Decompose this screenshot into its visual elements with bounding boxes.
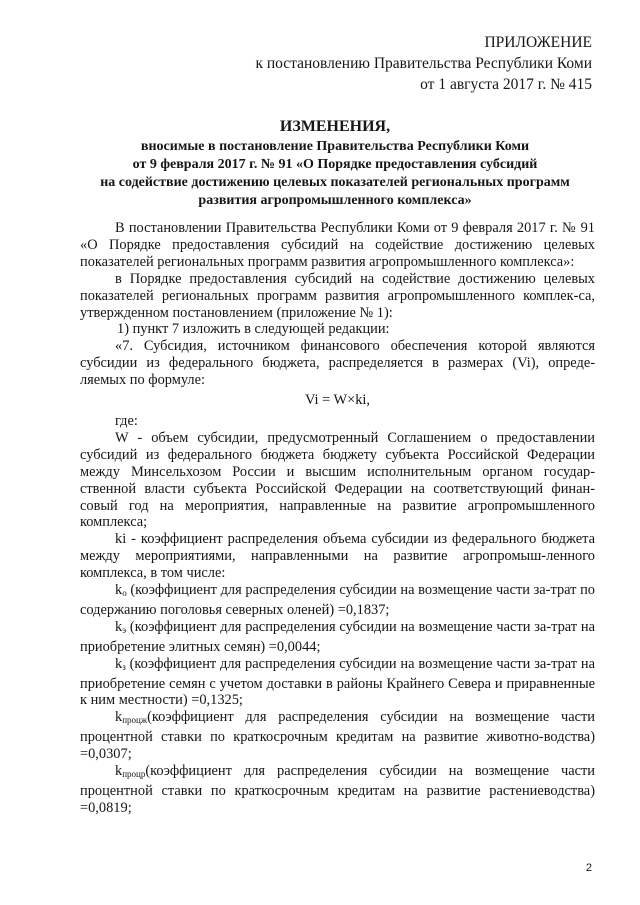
formula: Vi = W×ki,	[304, 392, 371, 409]
document-body	[80, 220, 595, 817]
item-7-paragraph: «7. Субсидия, источником финансового обеспечения которой являются субсидии из федерального бюджета, распределяется в размерах (Vi), опреде-ляемых по формуле:	[80, 338, 595, 389]
annex-reference: к постановлению Правительства Республики Коми	[255, 55, 592, 72]
coefficient-kz	[80, 656, 595, 710]
coefficient-ko	[80, 582, 595, 619]
coefficient-kprocz	[80, 709, 595, 763]
item-1-paragraph: 1) пункт 7 изложить в следующей редакции:	[117, 321, 390, 338]
coefficient-symbol: k	[115, 709, 123, 726]
ki-definition: ki - коэффициент распределения объема субсидии из федерального бюджета между мероприятиями, направленными на развитие агропромыш-ленного комплекса, в том числе:	[80, 531, 595, 582]
coefficient-text: (коэффициент для распределения субсидии на возмещение части процентной ставки по краткосрочным кредитам на развитие животно-водства) =0,0307;	[80, 709, 595, 763]
title-line-1: вносимые в постановление Правительства Республики Коми	[140, 139, 530, 154]
annex-header	[255, 32, 592, 95]
coefficient-subscript: процж	[122, 715, 148, 726]
order-paragraph: в Порядке предоставления субсидий на содействие достижению целевых показателей региональных программ развития агропромышленного комплек-са, утвержденном постановлением (приложение № 1):	[80, 270, 595, 321]
where-label: где:	[115, 412, 138, 429]
coefficient-text: (коэффициент для распределения субсидии на возмещение части за-трат на приобретение элитных семян) =0,0044;	[80, 618, 595, 655]
coefficient-symbol: k	[115, 582, 123, 599]
document-title	[60, 116, 610, 210]
coefficient-symbol: k	[115, 618, 123, 635]
title-line-2: от 9 февраля 2017 г. № 91 «О Порядке предоставления субсидий	[132, 157, 538, 172]
coefficient-ke	[80, 619, 595, 656]
coefficient-symbol: k	[115, 655, 123, 672]
title-heading: ИЗМЕНЕНИЯ,	[279, 118, 391, 135]
coefficient-text: (коэффициент для распределения субсидии на возмещение части за-трат по содержанию поголовья северных оленей) =0,1837;	[80, 582, 595, 618]
title-line-4: развития агропромышленного комплекса»	[198, 193, 472, 208]
coefficient-subscript: э	[122, 624, 127, 635]
coefficient-subscript: процр	[122, 769, 146, 780]
w-definition: W - объем субсидии, предусмотренный Соглашением о предоставлении субсидий из федерального бюджета бюджету субъекта Российской Федерации между Минсельхозом России и высшим исполнительным органом государ-ственной власти субъекта Российской Федерации на соответствующий финан-совый год на мероприятия, направленные на развитие агропромышленного комплекса;	[80, 429, 595, 531]
annex-label: ПРИЛОЖЕНИЕ	[484, 34, 592, 51]
coefficient-text: (коэффициент для распределения субсидии на возмещение части процентной ставки по краткосрочным кредитам на развитие растениеводства) =0,0819;	[80, 763, 595, 816]
coefficient-subscript: з	[122, 661, 126, 672]
annex-date-number: от 1 августа 2017 г. № 415	[420, 76, 592, 93]
coefficient-kprocr	[80, 763, 595, 817]
title-line-3: на содействие достижению целевых показателей региональных программ	[100, 175, 570, 190]
coefficient-text: (коэффициент для распределения субсидии на возмещение части за-трат на приобретение семян с учетом доставки в районы Крайнего Севера и приравненные к ним местности) =0,1325;	[80, 655, 595, 709]
page-number: 2	[585, 862, 592, 874]
intro-paragraph: В постановлении Правительства Республики Коми от 9 февраля 2017 г. № 91 «О Порядке предоставления субсидий на содействие достижению целевых показателей региональных программ развития агропромышленного комплекса»:	[80, 220, 595, 270]
coefficient-symbol: k	[115, 763, 123, 780]
coefficient-subscript: о	[122, 588, 127, 599]
